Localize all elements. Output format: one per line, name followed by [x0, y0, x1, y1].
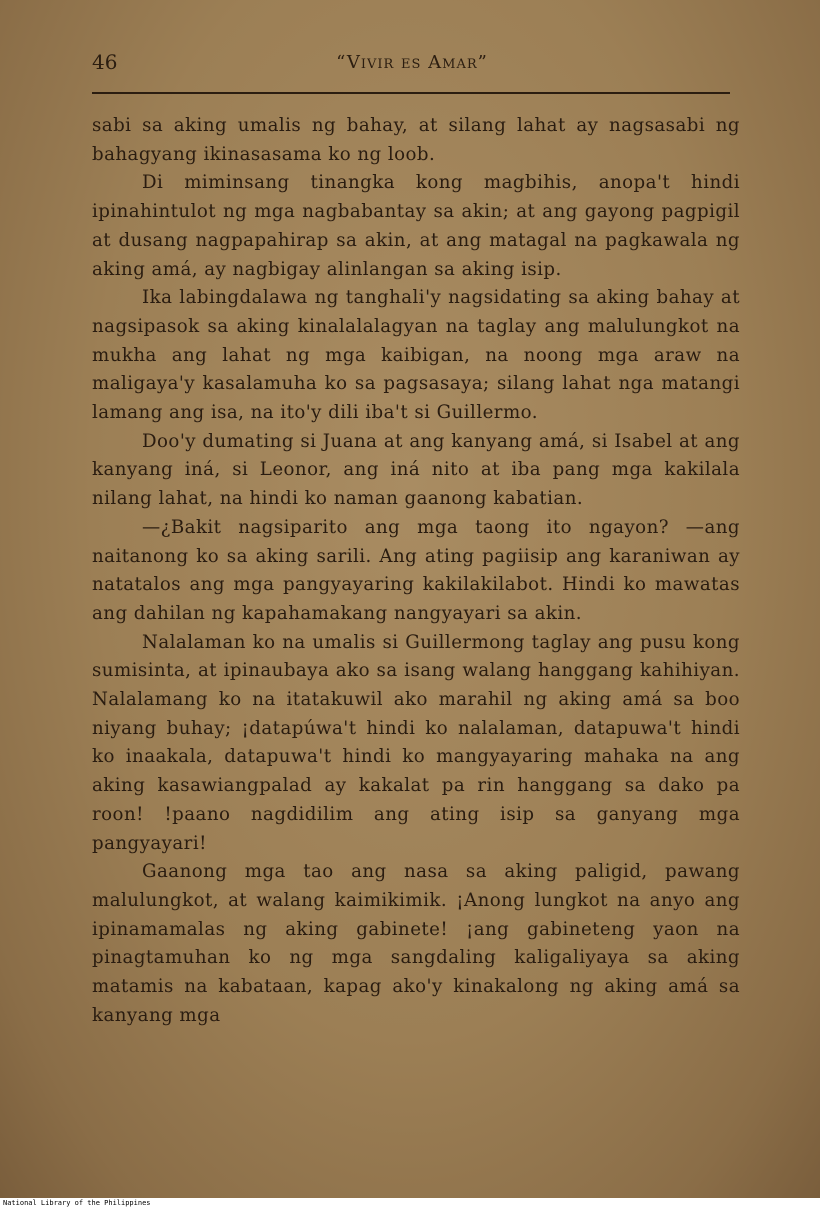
- paragraph: —¿Bakit nagsiparito ang mga taong ito ngayon? —ang naitanong ko sa aking sarili. Ang ating pagiisip ang karaniwan ay natatalos ang mga pangyayaring kakilakilabot. Hindi ko mawatas ang dahilan ng kapahamakang nangyayari sa akin.: [92, 516, 740, 624]
- paragraph: Ika labingdalawa ng tanghali'y nagsidating sa aking bahay at nagsipasok sa aking kinalalalagyan na taglay ang malulungkot na mukha ang lahat ng mga kaibigan, na noong mga araw na maligaya'y kasalamuha ko sa pagsasaya; silang lahat nga matangi lamang ang isa, na ito'y dili iba't si Guillermo.: [92, 287, 740, 424]
- page-number: 46: [92, 50, 118, 74]
- library-credit: National Library of the Philippines: [3, 1199, 151, 1207]
- running-head: “Vivir es Amar”: [336, 52, 488, 73]
- paragraph: sabi sa aking umalis ng bahay, at silang lahat ay nagsasabi ng bahagyang ikinasasama ko ng loob.: [92, 115, 740, 165]
- page-header: [92, 50, 732, 80]
- footer-bar: [0, 1198, 820, 1208]
- paragraph: Nalalaman ko na umalis si Guillermong taglay ang pusu kong sumisinta, at ipinaubaya ako sa isang walang hanggang kahihiyan. Nalalamang ko na itatakuwil ako marahil ng aking amá sa boo niyang buhay; ¡datapúwa't hindi ko nalalaman, datapuwa't hindi ko inaakala, datapuwa't hindi ko mangyayaring mahaka na ang aking kasawiangpalad ay kakalat pa rin hanggang sa dako pa roon! !paano nagdidilim ang ating isip sa ganyang mga pangyayari!: [92, 631, 740, 854]
- paragraph: Gaanong mga tao ang nasa sa aking paligid, pawang malulungkot, at walang kaimikimik. ¡Anong lungkot na anyo ang ipinamamalas ng aking gabinete! ¡ang gabineteng yaon na pinagtamuhan ko ng mga sangdaling kaligaliyaya sa aking matamis na kabataan, kapag ako'y kinakalong ng aking amá sa kanyang mga: [92, 861, 740, 1026]
- header-rule: [92, 92, 730, 94]
- paragraph: Di miminsang tinangka kong magbihis, anopa't hindi ipinahintulot ng mga nagbabantay sa akin; at ang gayong pagpigil at dusang nagpapahirap sa akin, at ang matagal na pagkawala ng aking amá, ay nagbigay alinlangan sa aking isip.: [92, 172, 740, 280]
- body-text: [92, 112, 740, 1031]
- paragraph: Doo'y dumating si Juana at ang kanyang amá, si Isabel at ang kanyang iná, si Leonor, ang iná nito at iba pang mga kakilala nilang lahat, na hindi ko naman gaanong kabatian.: [92, 430, 740, 510]
